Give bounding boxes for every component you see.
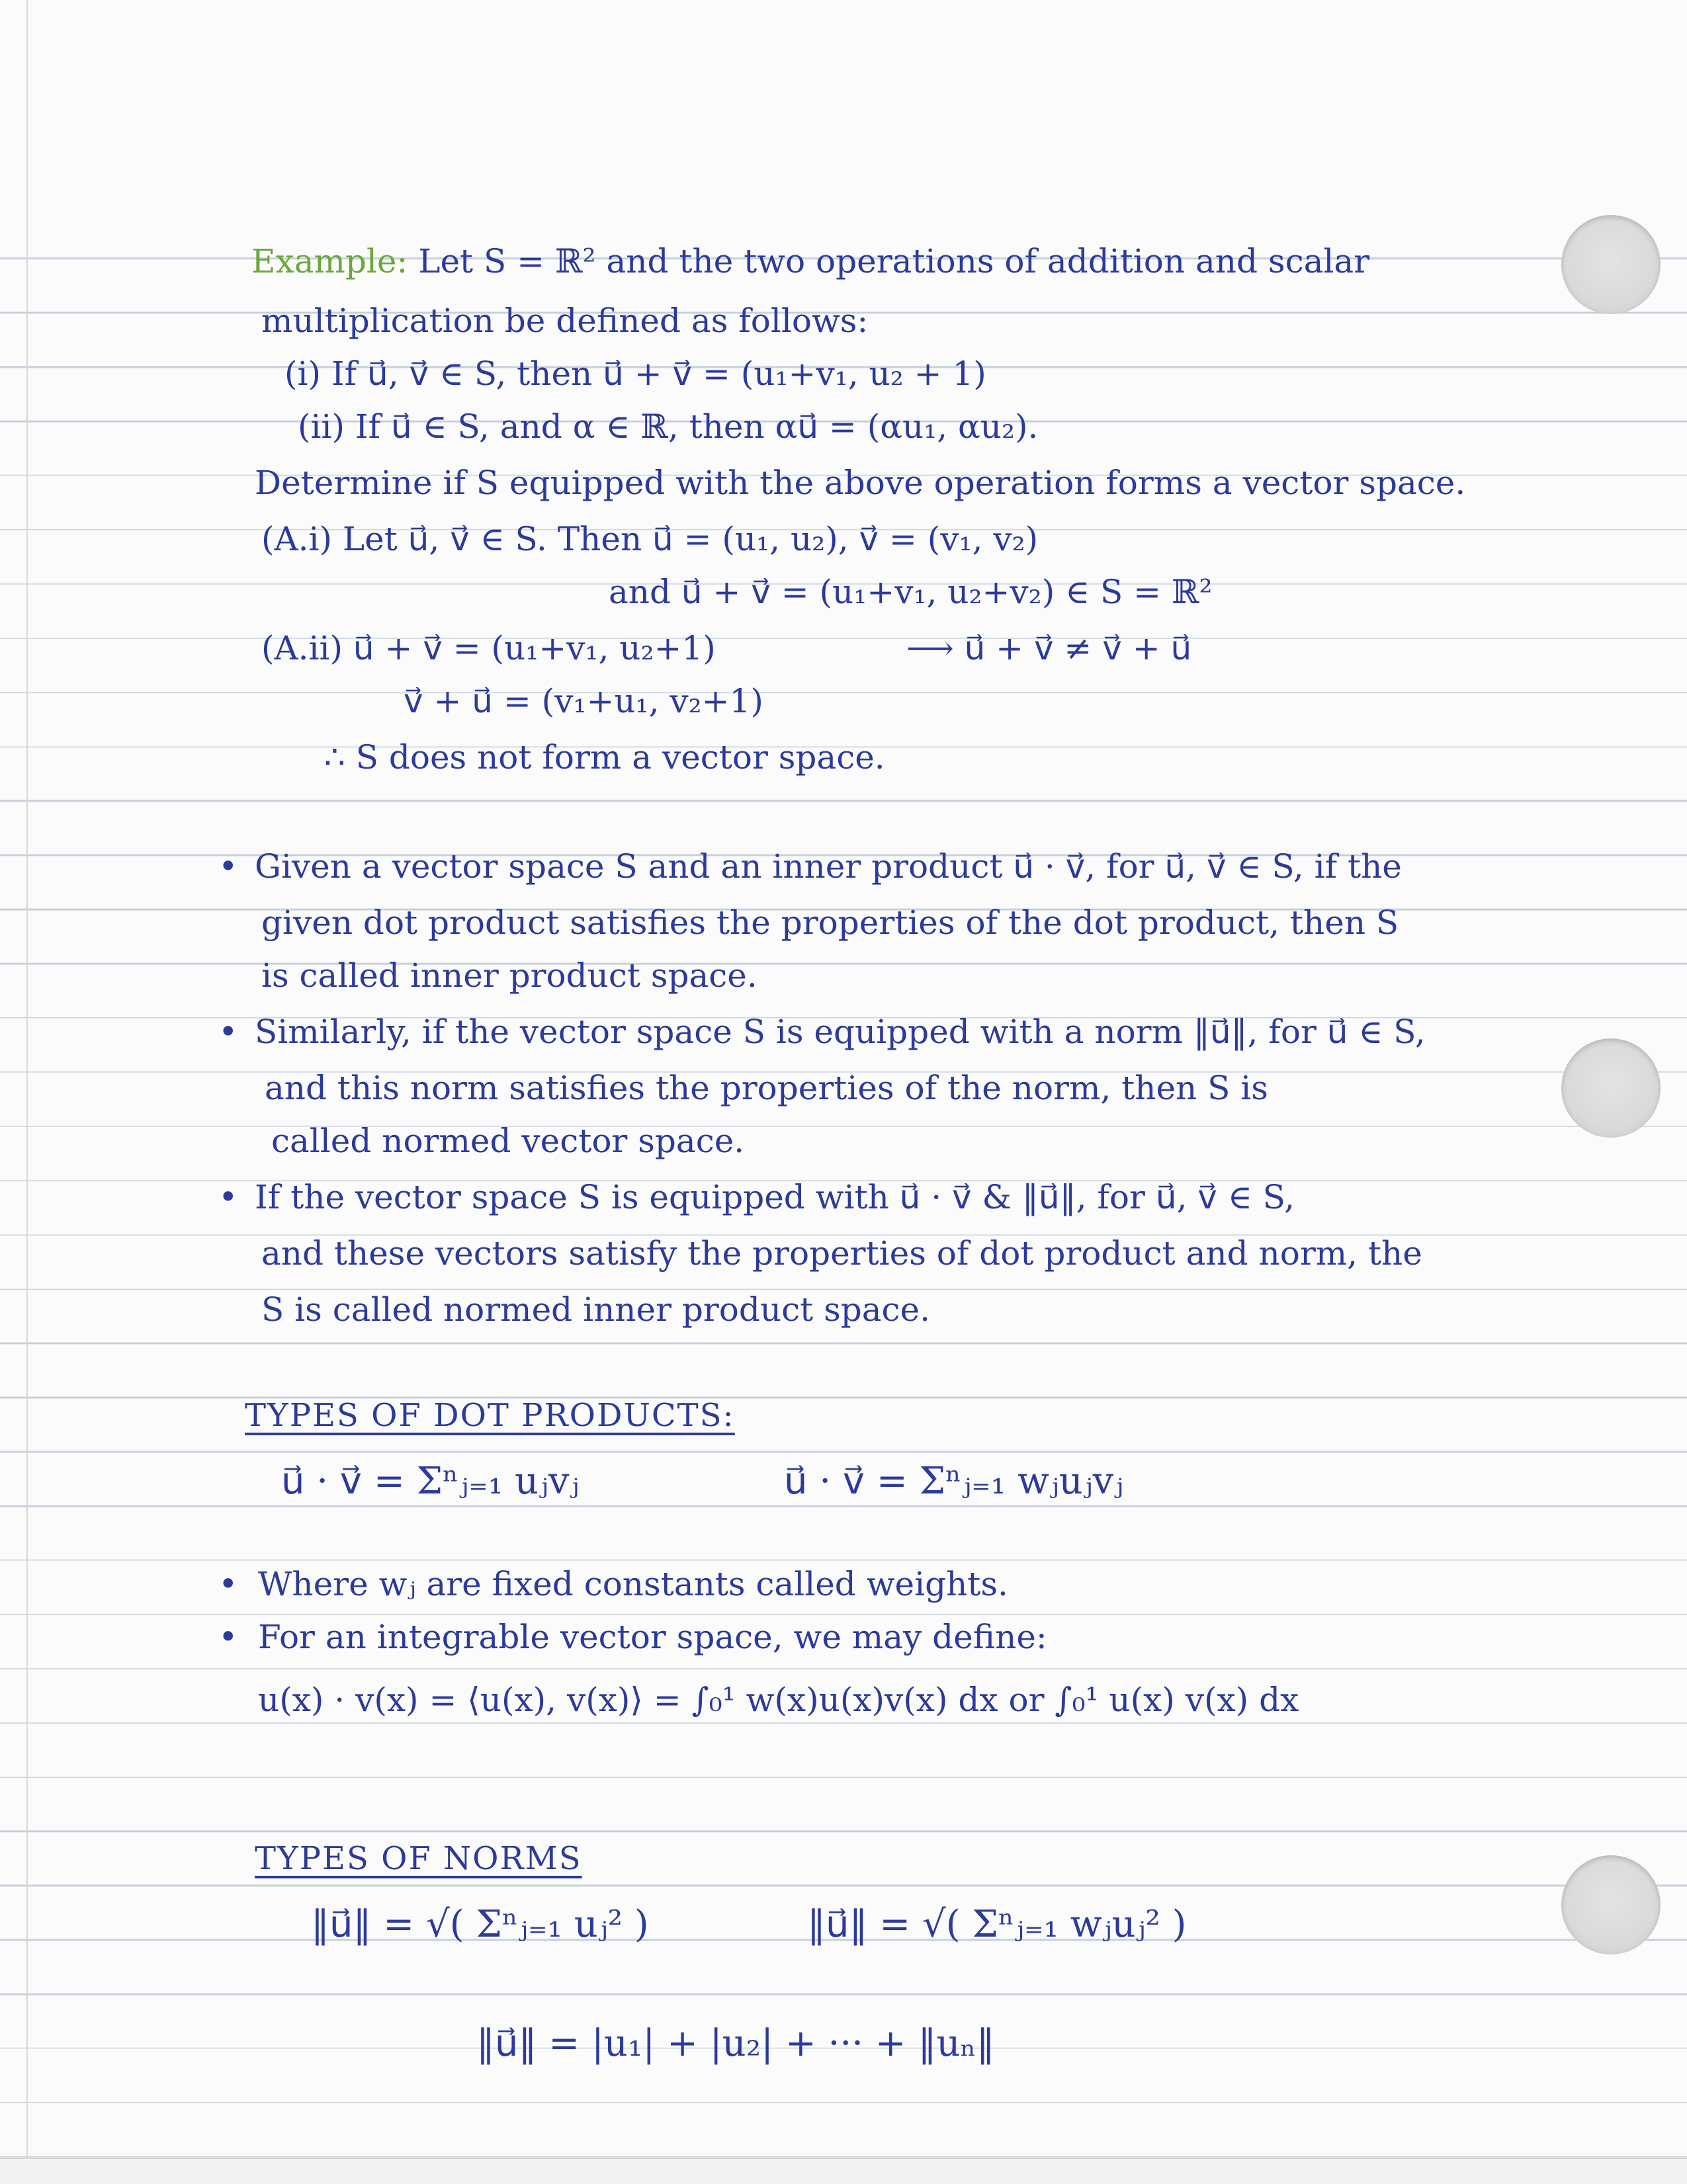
example-label: Example: [251, 242, 408, 280]
norm-formula-taxicab: ‖u⃗‖ = |u₁| + |u₂| + ··· + ‖uₙ‖ [476, 2022, 995, 2065]
weights-note: Where wⱼ are fixed constants called weights. [258, 1565, 1008, 1603]
dot-product-formula-weighted: u⃗ · v⃗ = Σⁿⱼ₌₁ wⱼuⱼvⱼ [784, 1460, 1123, 1503]
page-bottom-edge [0, 2158, 1687, 2184]
answer-a-ii-arrow: ⟶ u⃗ + v⃗ ≠ v⃗ + u⃗ [906, 629, 1192, 667]
example-statement: Let S = ℝ² and the two operations of addition and scalar [418, 242, 1370, 280]
definition-normed-line-2: and this norm satisfies the properties of the norm, then S is [265, 1069, 1268, 1107]
definition-normed-inner-line-2: and these vectors satisfy the properties of dot product and norm, the [261, 1234, 1422, 1273]
bullet: • [218, 1178, 238, 1216]
integral-inner-product: u(x) · v(x) = ⟨u(x), v(x)⟩ = ∫₀¹ w(x)u(x)v(x) dx or ∫₀¹ u(x) v(x) dx [258, 1681, 1299, 1719]
bullet: • [218, 1565, 238, 1603]
norm-formula-euclidean: ‖u⃗‖ = √( Σⁿⱼ₌₁ uⱼ² ) [311, 1903, 649, 1946]
definition-inner-product-line-3: is called inner product space. [261, 956, 757, 995]
operation-rule-i: (i) If u⃗, v⃗ ∈ S, then u⃗ + v⃗ = (u₁+v₁, u₂ + 1) [284, 355, 986, 393]
answer-a-ii-line-2: v⃗ + u⃗ = (v₁+u₁, v₂+1) [404, 682, 763, 720]
definition-normed-inner-line-3: S is called normed inner product space. [261, 1290, 931, 1329]
answer-a-i-line-1: (A.i) Let u⃗, v⃗ ∈ S. Then u⃗ = (u₁, u₂), v⃗ = (v₁, v₂) [261, 520, 1039, 558]
binder-hole-top [1561, 215, 1661, 314]
definition-normed-line-1: Similarly, if the vector space S is equipped with a norm ‖u⃗‖, for u⃗ ∈ S, [255, 1013, 1426, 1051]
example-conclusion: ∴ S does not form a vector space. [324, 738, 885, 777]
operation-rule-ii: (ii) If u⃗ ∈ S, and α ∈ ℝ, then αu⃗ = (αu₁, αu₂). [298, 407, 1039, 446]
example-line-1 [251, 241, 1369, 281]
definition-normed-inner-line-1: If the vector space S is equipped with u⃗ · v⃗ & ‖u⃗‖, for u⃗, v⃗ ∈ S, [255, 1178, 1295, 1216]
margin-line [26, 0, 28, 2183]
bullet: • [218, 1618, 238, 1656]
norms-heading: TYPES OF NORMS [255, 1840, 582, 1877]
integrable-space-note: For an integrable vector space, we may define: [258, 1618, 1047, 1656]
definition-inner-product-line-1: Given a vector space S and an inner product u⃗ · v⃗, for u⃗, v⃗ ∈ S, if the [255, 847, 1402, 886]
dot-product-formula-standard: u⃗ · v⃗ = Σⁿⱼ₌₁ uⱼvⱼ [281, 1460, 580, 1503]
definition-normed-line-3: called normed vector space. [271, 1122, 745, 1160]
binder-hole-middle [1561, 1038, 1661, 1138]
dot-products-heading: TYPES OF DOT PRODUCTS: [245, 1397, 735, 1434]
answer-a-i-line-2: and u⃗ + v⃗ = (u₁+v₁, u₂+v₂) ∈ S = ℝ² [609, 573, 1213, 611]
bullet: • [218, 847, 238, 886]
example-line-2: multiplication be defined as follows: [261, 302, 869, 340]
definition-inner-product-line-2: given dot product satisfies the properties of the dot product, then S [261, 903, 1399, 942]
norm-formula-weighted: ‖u⃗‖ = √( Σⁿⱼ₌₁ wⱼuⱼ² ) [807, 1903, 1187, 1946]
binder-hole-bottom [1561, 1855, 1661, 1954]
bullet: • [218, 1013, 238, 1051]
answer-a-ii-line-1: (A.ii) u⃗ + v⃗ = (u₁+v₁, u₂+1) [261, 629, 716, 667]
example-question: Determine if S equipped with the above operation forms a vector space. [255, 464, 1466, 502]
